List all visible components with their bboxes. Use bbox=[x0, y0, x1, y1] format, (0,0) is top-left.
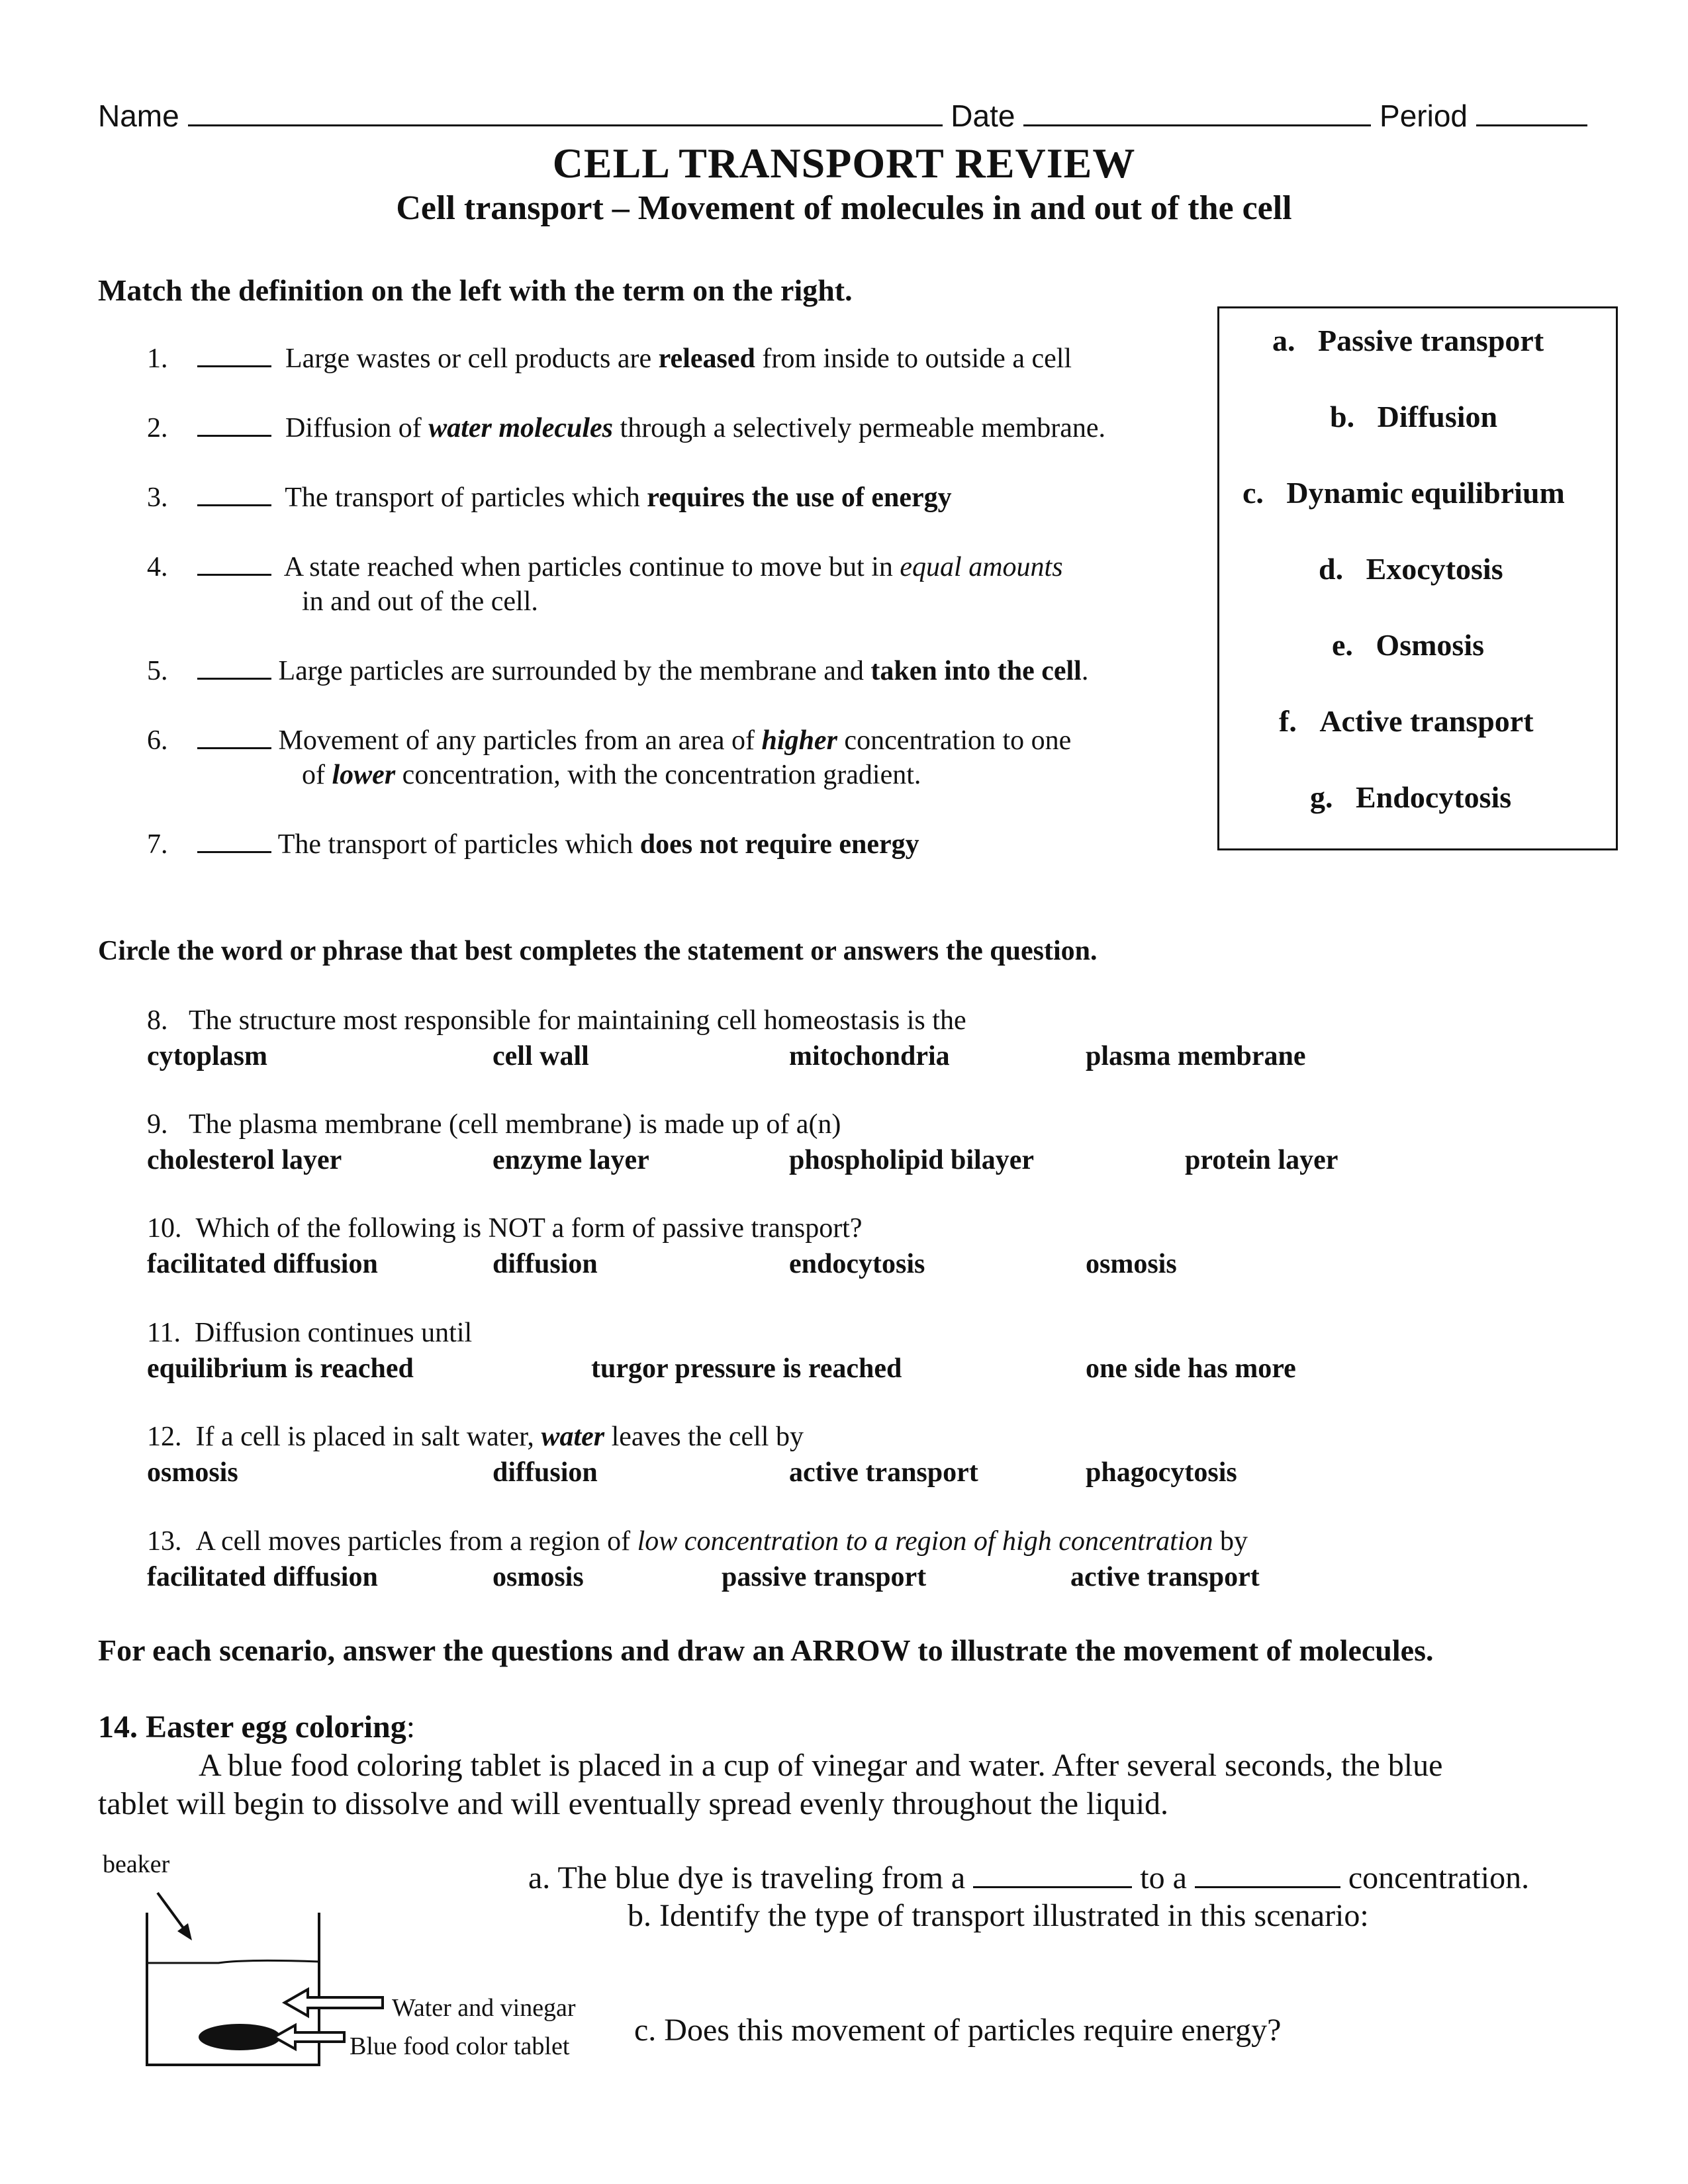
option[interactable]: diffusion bbox=[492, 1249, 598, 1279]
term-e: e. Osmosis bbox=[1332, 628, 1485, 662]
tablet-label: Blue food color tablet bbox=[350, 2032, 570, 2060]
option[interactable]: plasma membrane bbox=[1086, 1041, 1306, 1071]
answer-blank[interactable] bbox=[973, 1886, 1132, 1888]
option[interactable]: osmosis bbox=[147, 1457, 238, 1488]
beaker-label: beaker bbox=[103, 1850, 170, 1878]
period-field[interactable] bbox=[1476, 124, 1587, 126]
tablet-arrow bbox=[274, 2025, 344, 2049]
list-item-continuation: in and out of the cell. bbox=[302, 586, 538, 617]
question-14b: b. Identify the type of transport illustrated in this scenario: bbox=[628, 1898, 1369, 1933]
name-field[interactable] bbox=[188, 124, 943, 126]
section1-instruction: Match the definition on the left with the term on the right. bbox=[98, 273, 853, 307]
question-text: 11. Diffusion continues until bbox=[147, 1318, 473, 1348]
option[interactable]: cell wall bbox=[492, 1041, 589, 1071]
water-arrow bbox=[285, 1989, 383, 2016]
name-label: Name bbox=[98, 99, 179, 133]
term-c: c. Dynamic equilibrium bbox=[1243, 476, 1565, 510]
option[interactable]: diffusion bbox=[492, 1457, 598, 1488]
option[interactable]: osmosis bbox=[492, 1562, 584, 1592]
question-text: 10. Which of the following is NOT a form of passive transport? bbox=[147, 1213, 863, 1244]
question-text: 9. The plasma membrane (cell membrane) is made up of a(n) bbox=[147, 1109, 841, 1140]
answer-blank[interactable] bbox=[1195, 1886, 1340, 1888]
list-item: Large wastes or cell products are released from inside to outside a cell bbox=[197, 343, 1072, 375]
term-d: d. Exocytosis bbox=[1319, 552, 1503, 586]
option[interactable]: phagocytosis bbox=[1086, 1457, 1237, 1488]
option[interactable]: endocytosis bbox=[789, 1249, 925, 1279]
header-line bbox=[98, 98, 1587, 134]
list-item: 1. bbox=[147, 343, 168, 374]
period-label: Period bbox=[1380, 99, 1468, 133]
beaker-pointer-arrow bbox=[158, 1893, 187, 1933]
scenario-text-line2: tablet will begin to dissolve and will eventually spread evenly throughout the liquid. bbox=[98, 1786, 1169, 1821]
answer-blank[interactable] bbox=[197, 504, 271, 506]
water-label: Water and vinegar bbox=[392, 1994, 576, 2022]
option[interactable]: active transport bbox=[1070, 1562, 1260, 1592]
answer-blank[interactable] bbox=[197, 678, 271, 680]
term-a: a. Passive transport bbox=[1272, 324, 1544, 357]
option[interactable]: facilitated diffusion bbox=[147, 1249, 378, 1279]
list-item: A state reached when particles continue to move but in equal amounts bbox=[197, 551, 1063, 583]
page-subtitle: Cell transport – Movement of molecules in and out of the cell bbox=[396, 189, 1292, 227]
list-item: Movement of any particles from an area of higher concentration to one bbox=[197, 725, 1071, 756]
terms-box bbox=[1217, 306, 1618, 850]
answer-blank[interactable] bbox=[197, 435, 271, 437]
question-text: 12. If a cell is placed in salt water, water leaves the cell by bbox=[147, 1422, 804, 1452]
list-item: 5. bbox=[147, 656, 168, 686]
page-title: CELL TRANSPORT REVIEW bbox=[552, 140, 1136, 187]
list-item: 4. bbox=[147, 552, 168, 582]
question-14c: c. Does this movement of particles require energy? bbox=[634, 2013, 1282, 2048]
section2-instruction: Circle the word or phrase that best completes the statement or answers the question. bbox=[98, 936, 1098, 966]
list-item: 2. bbox=[147, 413, 168, 443]
option[interactable]: osmosis bbox=[1086, 1249, 1177, 1279]
option[interactable]: cholesterol layer bbox=[147, 1145, 342, 1175]
list-item: The transport of particles which does not require energy bbox=[197, 829, 919, 860]
option[interactable]: protein layer bbox=[1185, 1145, 1338, 1175]
list-item: Large particles are surrounded by the membrane and taken into the cell. bbox=[197, 655, 1088, 687]
option[interactable]: mitochondria bbox=[789, 1041, 950, 1071]
option[interactable]: enzyme layer bbox=[492, 1145, 649, 1175]
water-surface bbox=[147, 1960, 319, 1963]
option[interactable]: active transport bbox=[789, 1457, 978, 1488]
list-item-continuation: of lower concentration, with the concentration gradient. bbox=[302, 760, 921, 790]
scenario-text-line1: A blue food coloring tablet is placed in a cup of vinegar and water. After several seconds, the blue bbox=[199, 1748, 1443, 1783]
answer-blank[interactable] bbox=[197, 851, 271, 853]
answer-blank[interactable] bbox=[197, 365, 271, 367]
beaker-pointer-arrowhead bbox=[177, 1923, 192, 1940]
list-item: 3. bbox=[147, 482, 168, 513]
list-item: 6. bbox=[147, 725, 168, 756]
question-text: 8. The structure most responsible for maintaining cell homeostasis is the bbox=[147, 1005, 966, 1036]
answer-blank[interactable] bbox=[197, 747, 271, 749]
answer-blank[interactable] bbox=[197, 574, 271, 576]
list-item: Diffusion of water molecules through a selectively permeable membrane. bbox=[197, 412, 1105, 444]
term-b: b. Diffusion bbox=[1330, 400, 1498, 433]
option[interactable]: passive transport bbox=[722, 1562, 927, 1592]
date-label: Date bbox=[951, 99, 1015, 133]
scenario-title: 14. Easter egg coloring: bbox=[98, 1709, 416, 1745]
list-item: 7. bbox=[147, 829, 168, 860]
option[interactable]: turgor pressure is reached bbox=[591, 1353, 902, 1384]
term-f: f. Active transport bbox=[1279, 704, 1534, 738]
option[interactable]: equilibrium is reached bbox=[147, 1353, 414, 1384]
question-14a: a. The blue dye is traveling from a to a concentration. bbox=[528, 1860, 1530, 1895]
list-item: The transport of particles which requires the use of energy bbox=[197, 482, 952, 514]
question-text: 13. A cell moves particles from a region of low concentration to a region of high concentration by bbox=[147, 1526, 1248, 1557]
option[interactable]: cytoplasm bbox=[147, 1041, 267, 1071]
tablet-shape bbox=[199, 2024, 281, 2050]
term-g: g. Endocytosis bbox=[1310, 780, 1512, 814]
option[interactable]: phospholipid bilayer bbox=[789, 1145, 1034, 1175]
section3-instruction: For each scenario, answer the questions and draw an ARROW to illustrate the movement of molecules. bbox=[98, 1633, 1434, 1667]
date-field[interactable] bbox=[1023, 124, 1371, 126]
option[interactable]: facilitated diffusion bbox=[147, 1562, 378, 1592]
option[interactable]: one side has more bbox=[1086, 1353, 1296, 1384]
